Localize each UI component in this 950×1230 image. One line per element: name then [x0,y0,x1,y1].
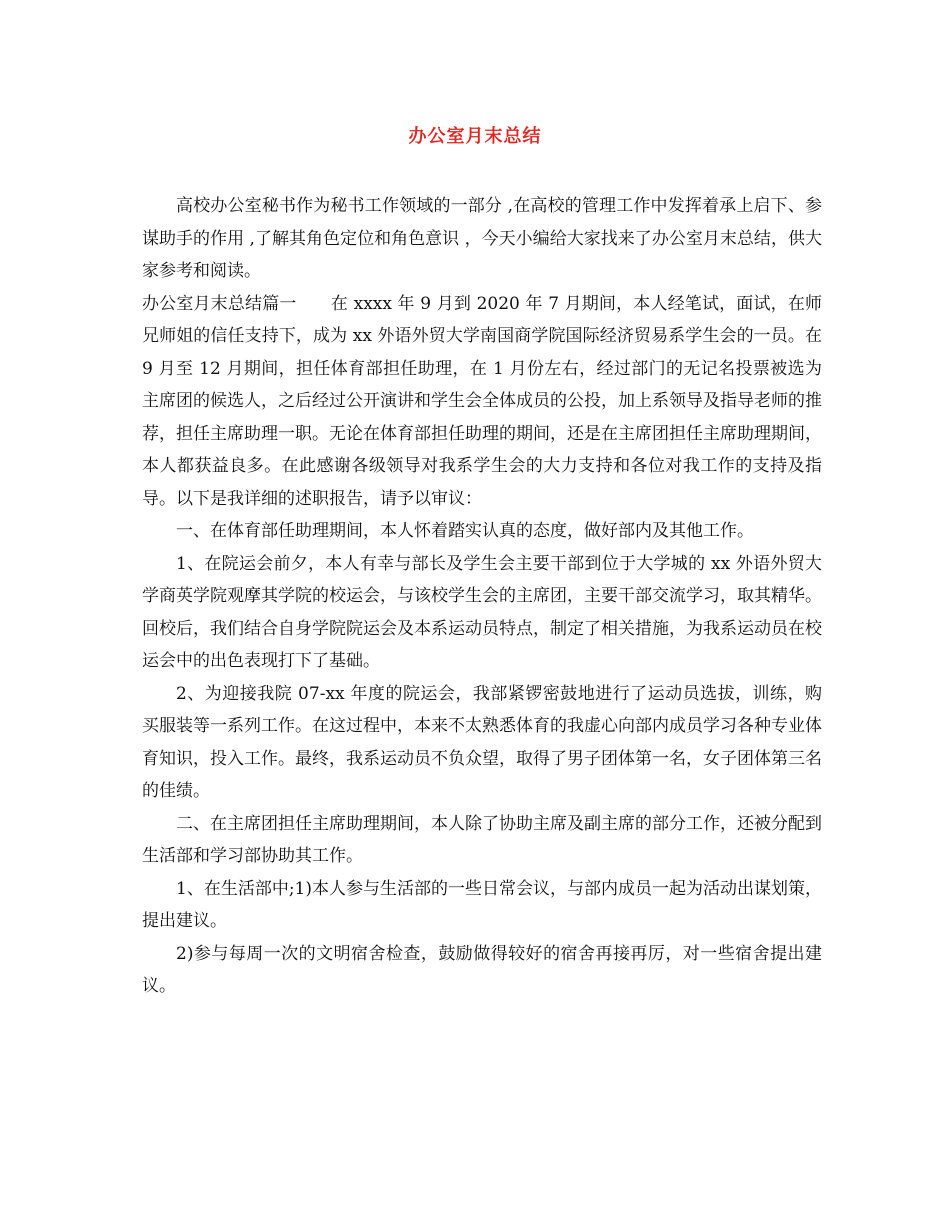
body-paragraph: 1、在院运会前夕，本人有幸与部长及学生会主要干部到位于大学城的 xx 外语外贸大学商英学院观摩其学院的校运会，与该校学生会的主席团，主要干部交流学习，取其精华。回校后，我们结合自身学院院运会及本系运动员特点，制定了相关措施，为我系运动员在校运会中的出色表现打下了基础。 [142,553,822,671]
document-body [142,190,822,1003]
body-paragraph: 1、在生活部中;1)本人参与生活部的一些日常会议，与部内成员一起为活动出谋划策，提出建议。 [142,878,822,931]
document-title: 办公室月末总结 [408,126,542,147]
body-paragraph: 一、在体育部任助理期间，本人怀着踏实认真的态度，做好部内及其他工作。 [176,521,754,541]
body-paragraph: 2)参与每周一次的文明宿舍检查，鼓励做得较好的宿舍再接再厉，对一些宿舍提出建议。 [142,943,822,996]
section-one-paragraph: 办公室月末总结篇一 在 xxxx 年 9 月到 2020 年 7 月期间，本人经笔试，面试，在师兄师姐的信任支持下，成为 xx 外语外贸大学南国商学院国际经济贸易系学生会的一员。在 9 月至 12 月期间，担任体育部担任助理，在 1 月份左右，经过部门的无记名投票被选为主席团的候选人，之后经过公开演讲和学生会全体成员的公投，加上系领导及指导老师的推荐，担任主席助理一职。无论在体育部担任助理的期间，还是在主席团担任主席助理期间，本人都获益良多。在此感谢各级领导对我系学生会的大力支持和各位对我工作的支持及指导。以下是我详细的述职报告，请予以审议： [142,293,822,509]
intro-paragraph: 高校办公室秘书作为秘书工作领域的一部分 ,在高校的管理工作中发挥着承上启下、参谋助手的作用 ,了解其角色定位和角色意识 ，今天小编给大家找来了办公室月末总结，供大家参考和阅读。 [142,196,822,281]
body-paragraph: 二、在主席团担任主席助理期间，本人除了协助主席及副主席的部分工作，还被分配到生活部和学习部协助其工作。 [142,813,822,866]
body-paragraph: 2、为迎接我院 07-xx 年度的院运会，我部紧锣密鼓地进行了运动员选拔，训练，购买服装等一系列工作。在这过程中，本来不太熟悉体育的我虚心向部内成员学习各种专业体育知识，投入工作。最终，我系运动员不负众望，取得了男子团体第一名，女子团体第三名的佳绩。 [142,683,822,801]
